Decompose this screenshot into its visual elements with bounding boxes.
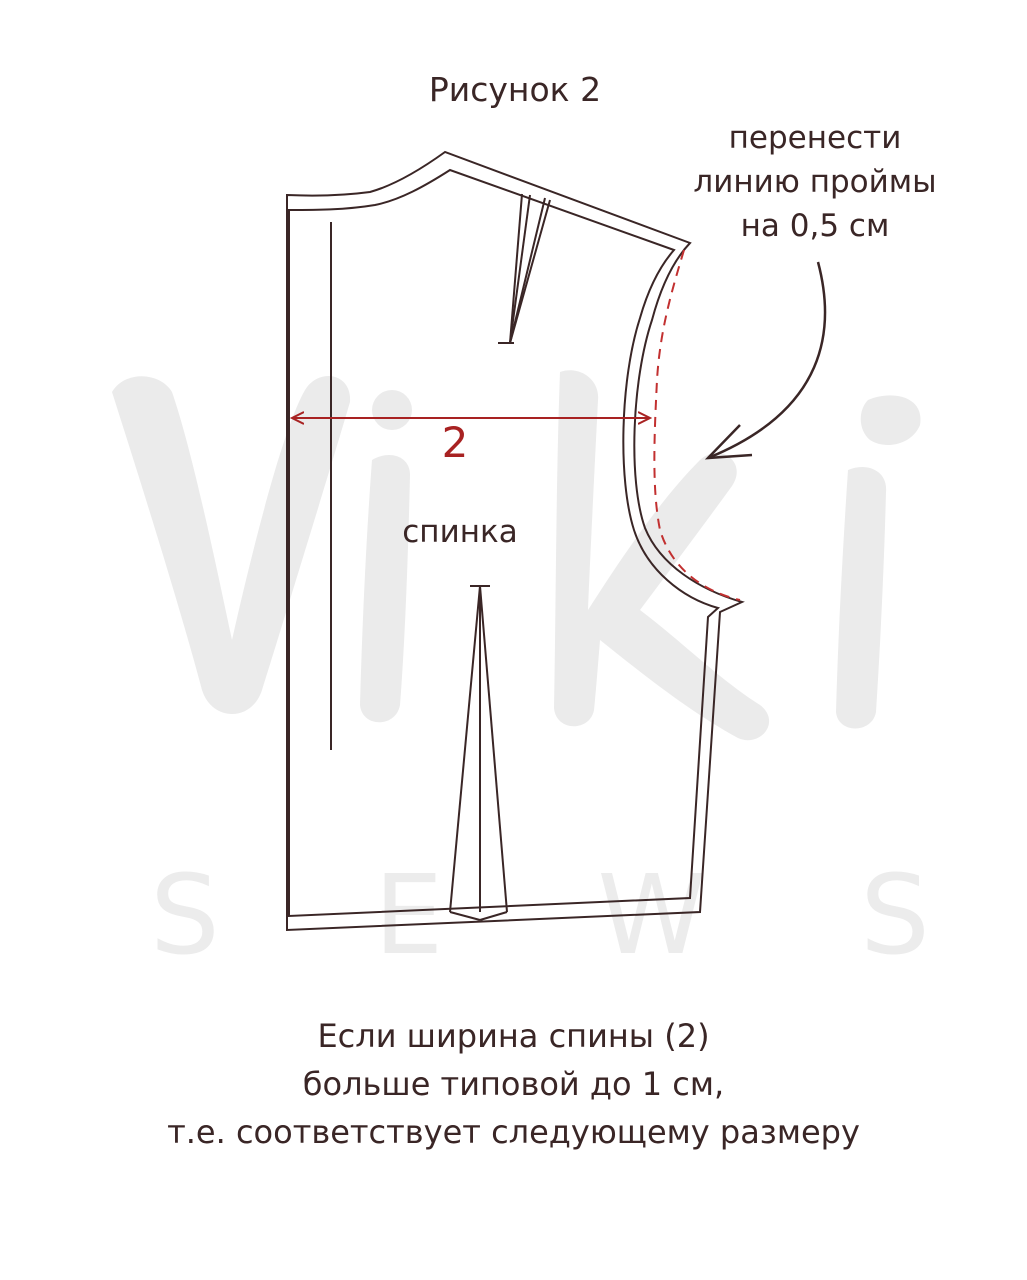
- note-line: перенести: [728, 120, 902, 156]
- watermark-letter: S: [860, 851, 930, 979]
- waist-dart: [450, 586, 507, 920]
- piece-label: спинка: [402, 514, 518, 550]
- annotation-note: [660, 116, 970, 248]
- caption-line: больше типовой до 1 см,: [302, 1065, 725, 1103]
- caption-line: Если ширина спины (2): [317, 1017, 710, 1055]
- measurement-label: 2: [441, 418, 469, 467]
- watermark-letter: S: [150, 851, 220, 979]
- new-armhole-line: [654, 250, 740, 600]
- caption: [60, 1012, 967, 1156]
- figure-title: Рисунок 2: [428, 70, 602, 109]
- watermark-letter: E: [373, 851, 444, 979]
- watermark-letter: W: [597, 851, 707, 979]
- caption-line: т.е. соответствует следующему размеру: [167, 1113, 860, 1151]
- note-line: линию проймы: [693, 164, 937, 200]
- shoulder-dart: [498, 194, 550, 343]
- note-line: на 0,5 см: [740, 208, 890, 244]
- annotation-arrow: [708, 262, 825, 458]
